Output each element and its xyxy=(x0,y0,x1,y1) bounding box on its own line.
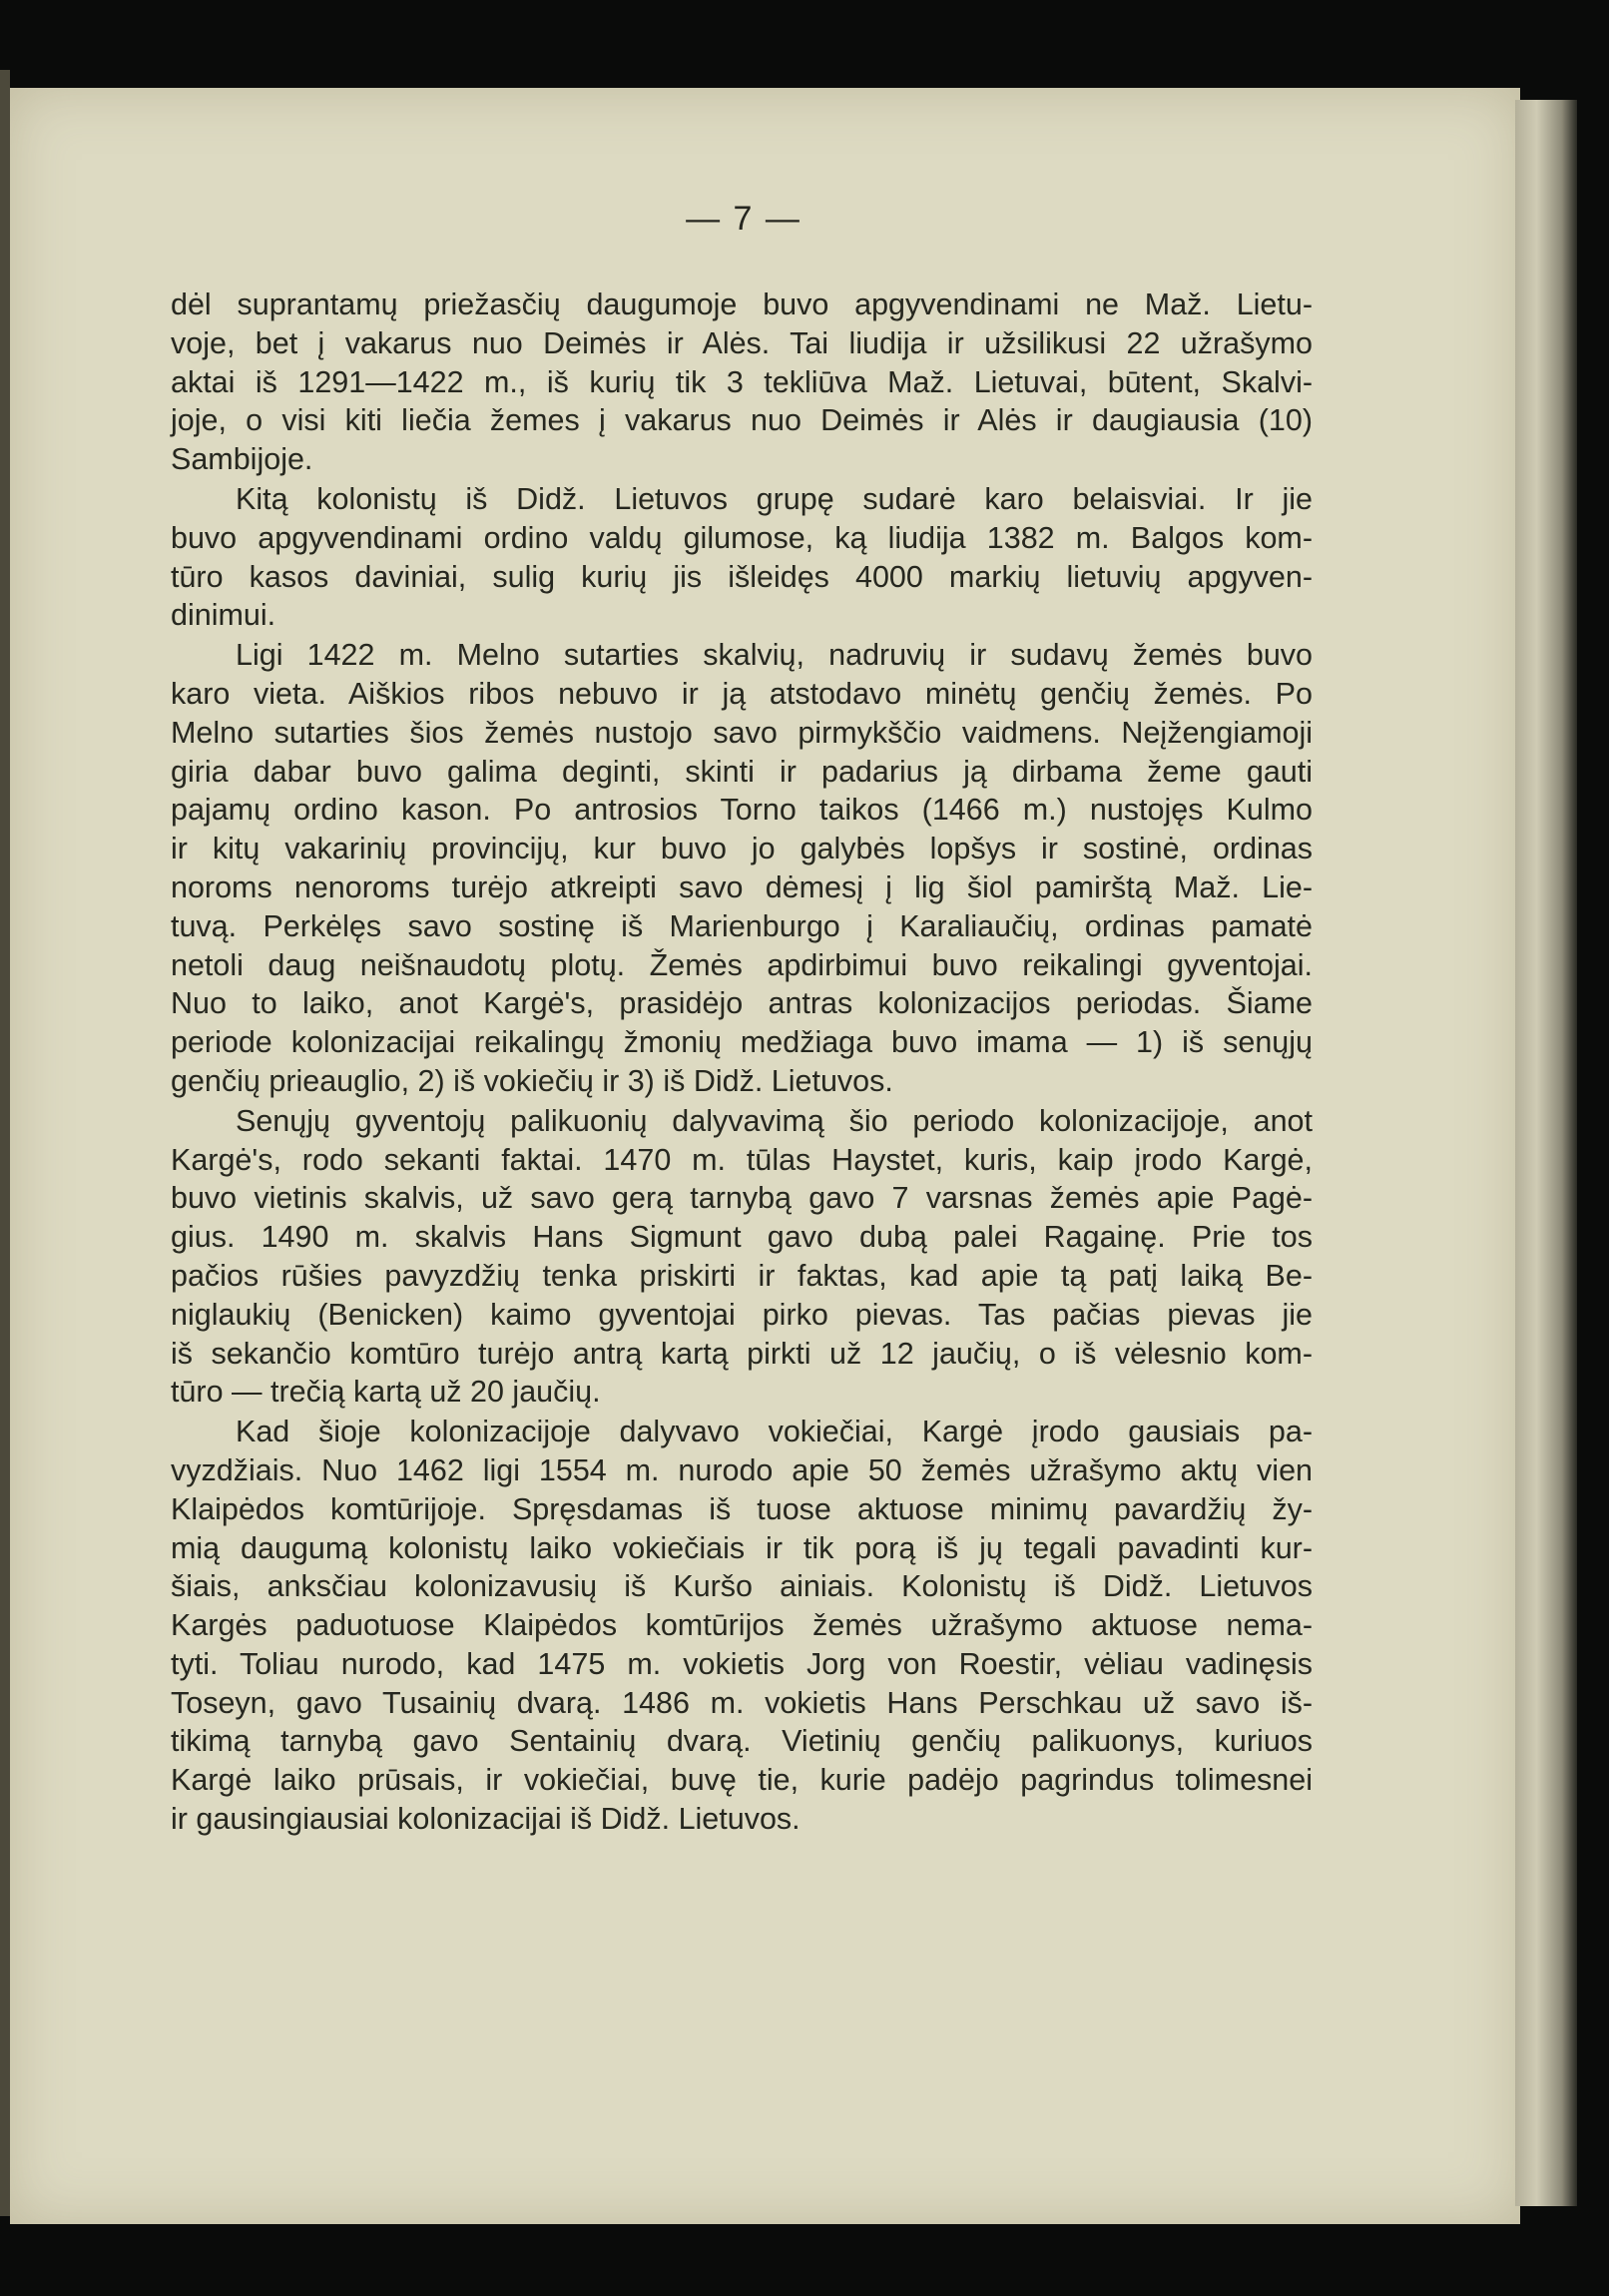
text-line: Kargė's, rodo sekanti faktai. 1470 m. tūlas Haystet, kuris, kaip įrodo Kargė, xyxy=(171,1142,1313,1177)
text-line: šiais, anksčiau kolonizavusių iš Kuršo ainiais. Kolonistų iš Didž. Lietuvos xyxy=(171,1569,1313,1604)
text-line: tikimą tarnybą gavo Sentainių dvarą. Vietinių genčių palikuonys, kuriuos xyxy=(171,1724,1313,1759)
text-line: dėl suprantamų priežasčių daugumoje buvo apgyvendinami ne Maž. Lietu- xyxy=(171,287,1313,321)
paragraph xyxy=(171,480,1313,635)
page-number: — 7 — xyxy=(686,200,802,238)
text-line: giria dabar buvo galima deginti, skinti ir padarius ją dirbama žeme gauti xyxy=(171,754,1313,789)
text-line: Kargė laiko prūsais, ir vokiečiai, buvę tie, kurie padėjo pagrindus tolimesnei xyxy=(171,1763,1313,1798)
page-text-body xyxy=(171,286,1313,1840)
text-line: dinimui. xyxy=(171,598,276,633)
text-line: Kad šioje kolonizacijoje dalyvavo vokiečiai, Kargė įrodo gausiais pa- xyxy=(236,1415,1313,1449)
text-line: Kitą kolonistų iš Didž. Lietuvos grupę sudarė karo belaisviai. Ir jie xyxy=(236,481,1313,516)
text-line: pajamų ordino kason. Po antrosios Torno taikos (1466 m.) nustojęs Kulmo xyxy=(171,793,1313,828)
text-line: Sambijoje. xyxy=(171,442,313,477)
text-line: joje, o visi kiti liečia žemes į vakarus nuo Deimės ir Alės ir daugiausia (10) xyxy=(171,403,1313,438)
text-line: genčių prieauglio, 2) iš vokiečių ir 3) iš Didž. Lietuvos. xyxy=(171,1063,893,1098)
text-line: iš sekančio komtūro turėjo antrą kartą pirkti už 12 jaučių, o iš vėlesnio kom- xyxy=(171,1336,1313,1371)
text-line: tyti. Toliau nurodo, kad 1475 m. vokietis Jorg von Roestir, vėliau vadinęsis xyxy=(171,1646,1313,1681)
text-line: tūro kasos daviniai, sulig kurių jis išleidęs 4000 markių lietuvių apgyven- xyxy=(171,559,1313,594)
text-line: Kargės paduotuose Klaipėdos komtūrijos žemės užrašymo aktuose nema- xyxy=(171,1608,1313,1643)
text-line: ir kitų vakarinių provincijų, kur buvo jo galybės lopšys ir sostinė, ordinas xyxy=(171,832,1313,866)
text-line: noroms nenoroms turėjo atkreipti savo dėmesį į lig šiol pamirštą Maž. Lie- xyxy=(171,869,1313,904)
text-line: vyzdžiais. Nuo 1462 ligi 1554 m. nurodo apie 50 žemės užrašymo aktų vien xyxy=(171,1452,1313,1487)
text-line: Klaipėdos komtūrijoje. Spręsdamas iš tuose aktuose minimų pavardžių žy- xyxy=(171,1491,1313,1526)
text-line: karo vieta. Aiškios ribos nebuvo ir ją atstodavo minėtų genčių žemės. Po xyxy=(171,676,1313,711)
text-line: Melno sutarties šios žemės nustojo savo pirmykščio vaidmens. Neįžengiamoji xyxy=(171,715,1313,750)
text-line: tūro — trečią kartą už 20 jaučių. xyxy=(171,1375,601,1410)
paragraph xyxy=(171,1413,1313,1839)
text-line: ir gausingiausiai kolonizacijai iš Didž. Lietuvos. xyxy=(171,1802,801,1837)
text-line: netoli daug neišnaudotų plotų. Žemės apdirbimui buvo reikalingi gyventojai. xyxy=(171,947,1313,982)
paragraph xyxy=(171,636,1313,1101)
text-line: tuvą. Perkėlęs savo sostinę iš Marienburgo į Karaliaučių, ordinas pamatė xyxy=(171,908,1313,943)
paragraph xyxy=(171,286,1313,479)
text-line: buvo apgyvendinami ordino valdų gilumose, ką liudija 1382 m. Balgos kom- xyxy=(171,520,1313,555)
text-line: Senųjų gyventojų palikuonių dalyvavimą šio periodo kolonizacijoje, anot xyxy=(236,1103,1313,1138)
text-line: voje, bet į vakarus nuo Deimės ir Alės. Tai liudija ir užsilikusi 22 užrašymo xyxy=(171,325,1313,360)
paragraph xyxy=(171,1102,1313,1412)
text-line: periode kolonizacijai reikalingų žmonių medžiaga buvo imama — 1) iš senųjų xyxy=(171,1025,1313,1060)
text-line: pačios rūšies pavyzdžių tenka priskirti ir faktas, kad apie tą patį laiką Be- xyxy=(171,1258,1313,1293)
text-line: gius. 1490 m. skalvis Hans Sigmunt gavo dubą palei Ragainę. Prie tos xyxy=(171,1220,1313,1255)
text-line: Ligi 1422 m. Melno sutarties skalvių, nadruvių ir sudavų žemės buvo xyxy=(236,638,1313,673)
text-line: Toseyn, gavo Tusainių dvarą. 1486 m. vokietis Hans Perschkau už savo iš- xyxy=(171,1685,1313,1720)
text-line: niglaukių (Benicken) kaimo gyventojai pirko pievas. Tas pačias pievas jie xyxy=(171,1297,1313,1332)
text-line: mią daugumą kolonistų laiko vokiečiais ir tik porą iš jų tegali pavadinti kur- xyxy=(171,1530,1313,1565)
scan-left-edge xyxy=(0,70,10,2216)
text-line: buvo vietinis skalvis, už savo gerą tarnybą gavo 7 varsnas žemės apie Pagė- xyxy=(171,1181,1313,1216)
text-line: aktai iš 1291—1422 m., iš kurių tik 3 tekliūva Maž. Lietuvai, būtent, Skalvi- xyxy=(171,364,1313,399)
page-edge-shadow xyxy=(1515,100,1577,2206)
text-line: Nuo to laiko, anot Kargė's, prasidėjo antras kolonizacijos periodas. Šiame xyxy=(171,986,1313,1021)
